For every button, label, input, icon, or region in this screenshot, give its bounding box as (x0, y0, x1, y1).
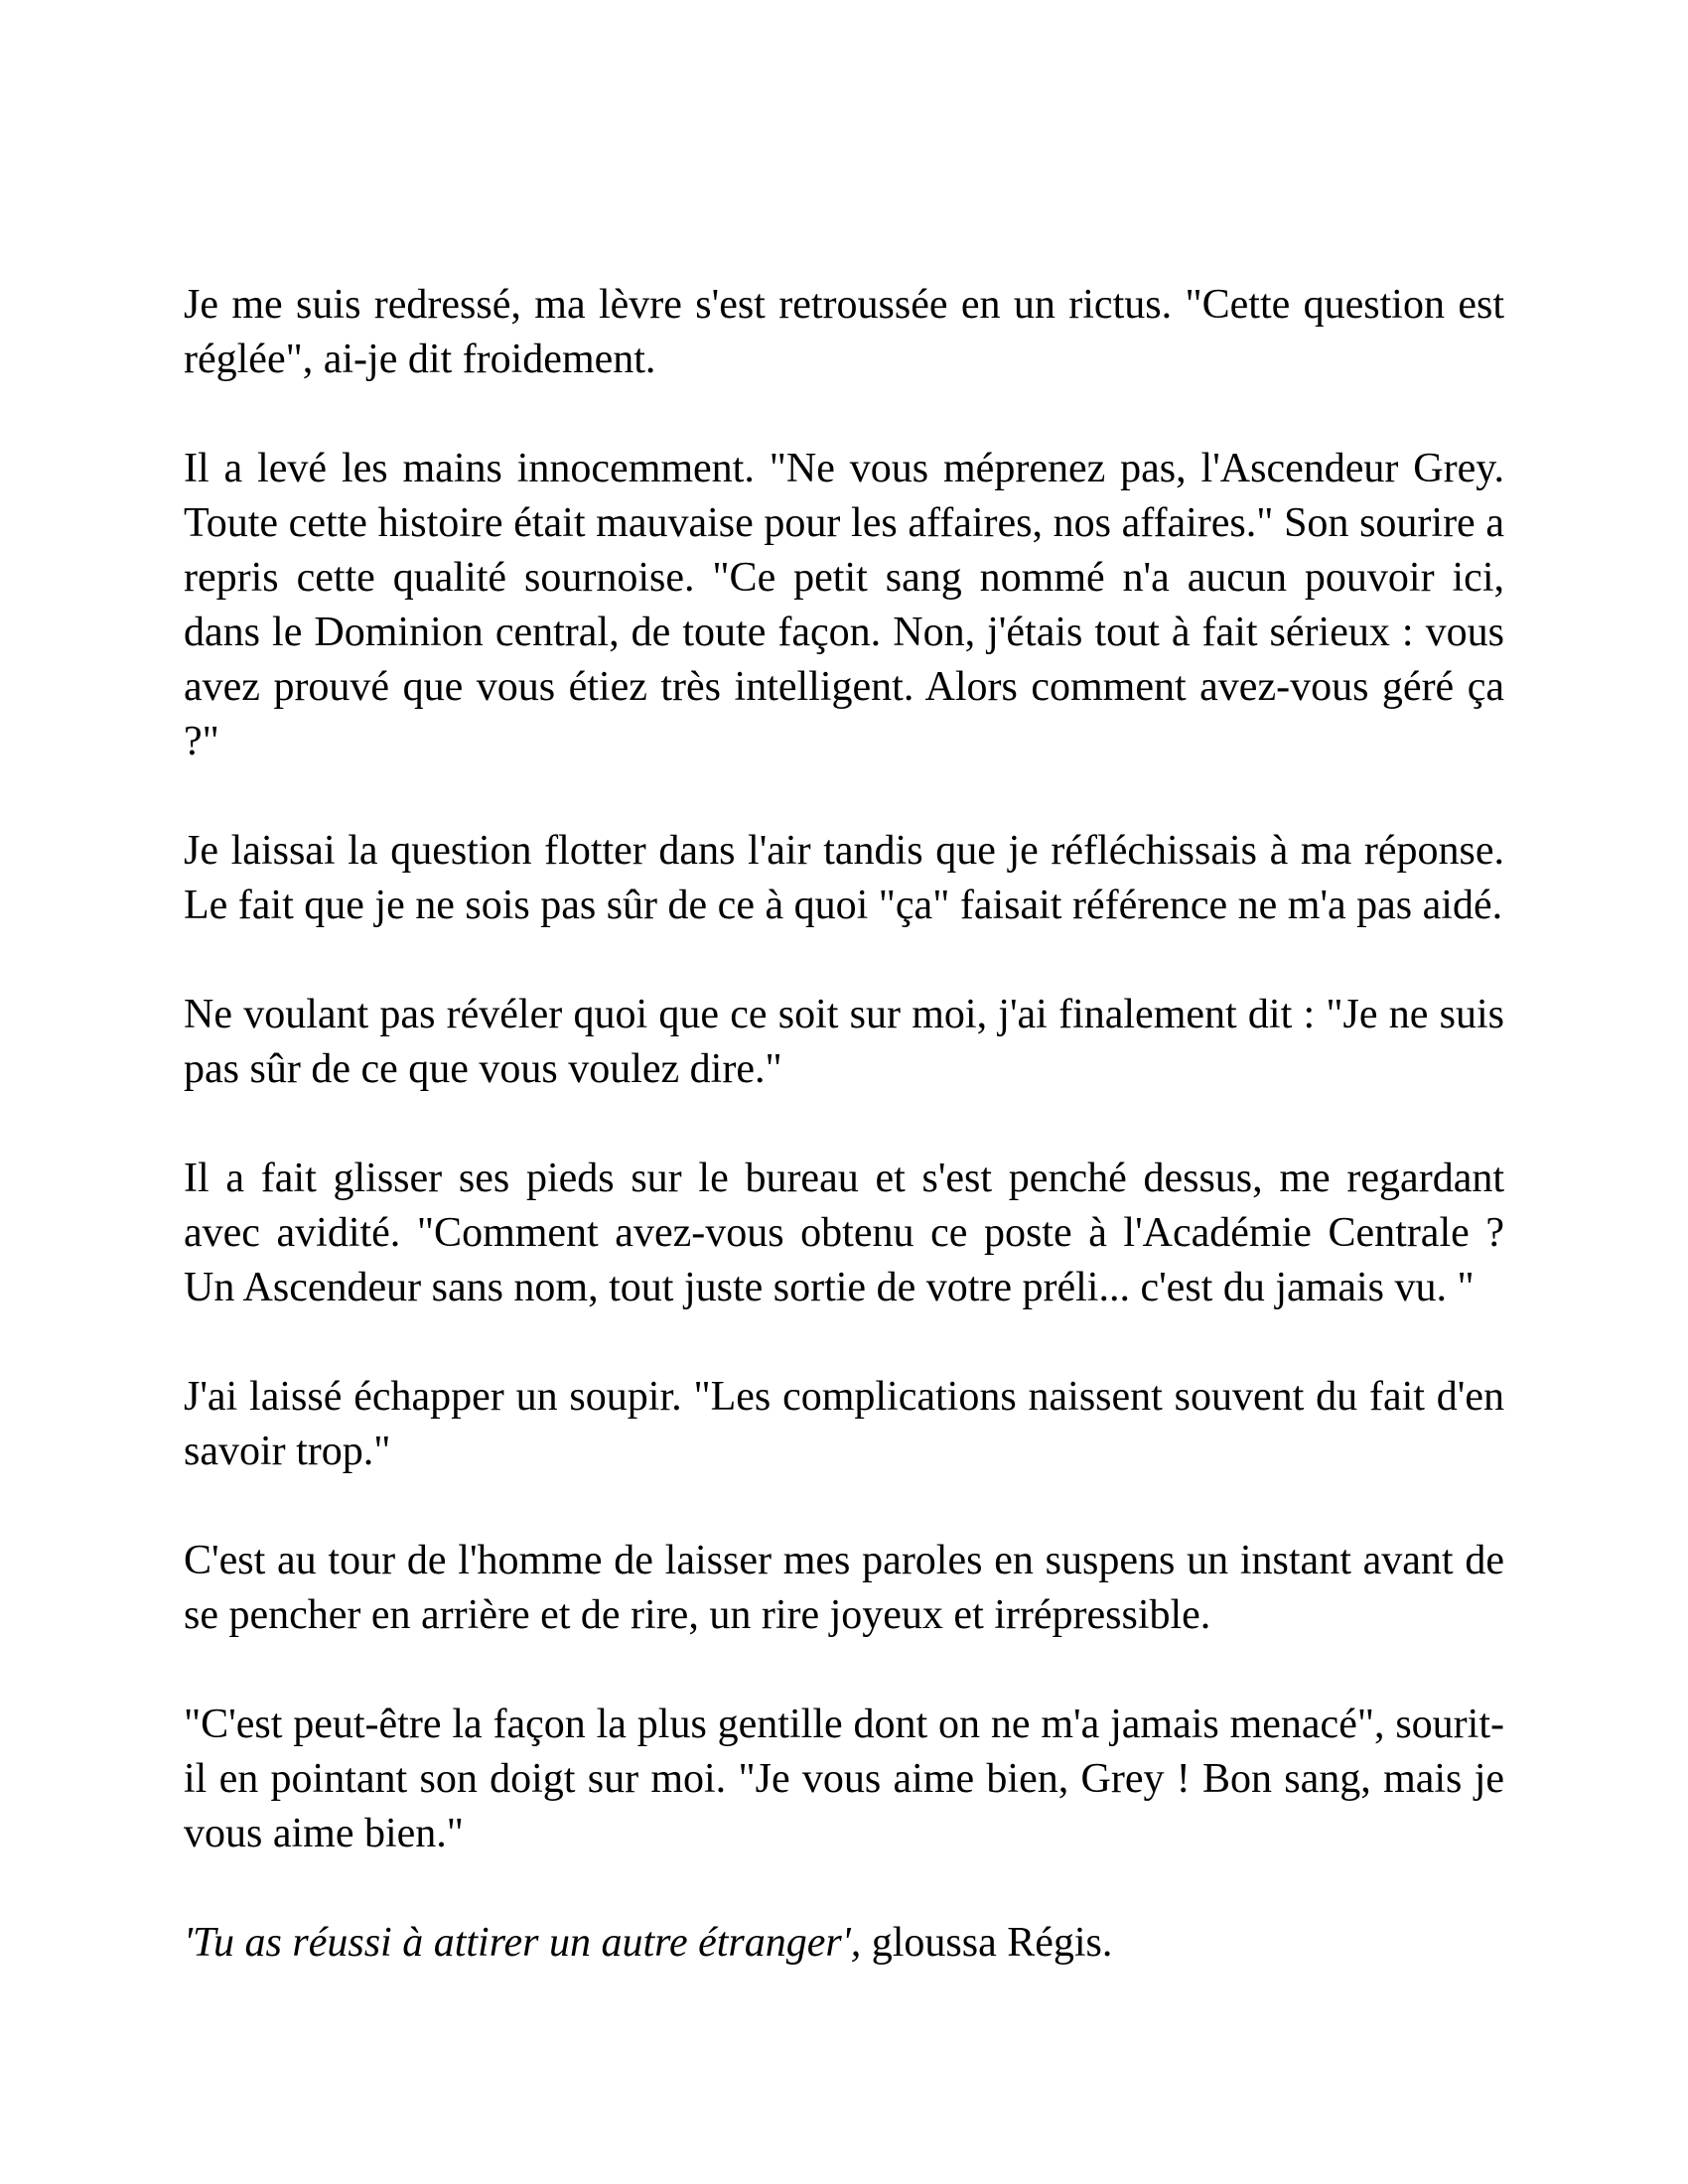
paragraph: Il a levé les mains innocemment. "Ne vous méprenez pas, l'Ascendeur Grey. Toute cette histoire était mauvaise pour les affaires, nos affaires." Son sourire a repris cette qualité sournoise. "Ce petit sang nommé n'a aucun pouvoir ici, dans le Dominion central, de toute façon. Non, j'étais tout à fait sérieux : vous avez prouvé que vous étiez très intelligent. Alors comment avez-vous géré ça ?" (184, 446, 1504, 764)
paragraph (184, 1916, 1504, 1971)
paragraph: C'est au tour de l'homme de laisser mes paroles en suspens un instant avant de se pencher en arrière et de rire, un rire joyeux et irrépressible. (184, 1538, 1504, 1638)
paragraph-italic-segment: 'Tu as réussi à attirer un autre étranger', (184, 1920, 862, 1966)
paragraph: Il a fait glisser ses pieds sur le bureau et s'est penché dessus, me regardant avec avidité. "Comment avez-vous obtenu ce poste à l'Académie Centrale ? Un Ascendeur sans nom, tout juste sortie de votre préli... c'est du jamais vu. " (184, 1156, 1504, 1310)
paragraph: "C'est peut-être la façon la plus gentille dont on ne m'a jamais menacé", sourit-il en pointant son doigt sur moi. "Je vous aime bien, Grey ! Bon sang, mais je vous aime bien." (184, 1702, 1504, 1856)
paragraph: Je laissai la question flotter dans l'air tandis que je réfléchissais à ma réponse. Le fait que je ne sois pas sûr de ce à quoi "ça" faisait référence ne m'a pas aidé. (184, 828, 1504, 928)
paragraph-regular-segment: gloussa Régis. (861, 1920, 1113, 1966)
paragraph: Ne voulant pas révéler quoi que ce soit sur moi, j'ai finalement dit : "Je ne suis pas sûr de ce que vous voulez dire." (184, 992, 1504, 1092)
paragraph: Je me suis redressé, ma lèvre s'est retroussée en un rictus. "Cette question est réglée", ai-je dit froidement. (184, 282, 1504, 382)
paragraph: J'ai laissé échapper un soupir. "Les complications naissent souvent du fait d'en savoir trop." (184, 1374, 1504, 1474)
